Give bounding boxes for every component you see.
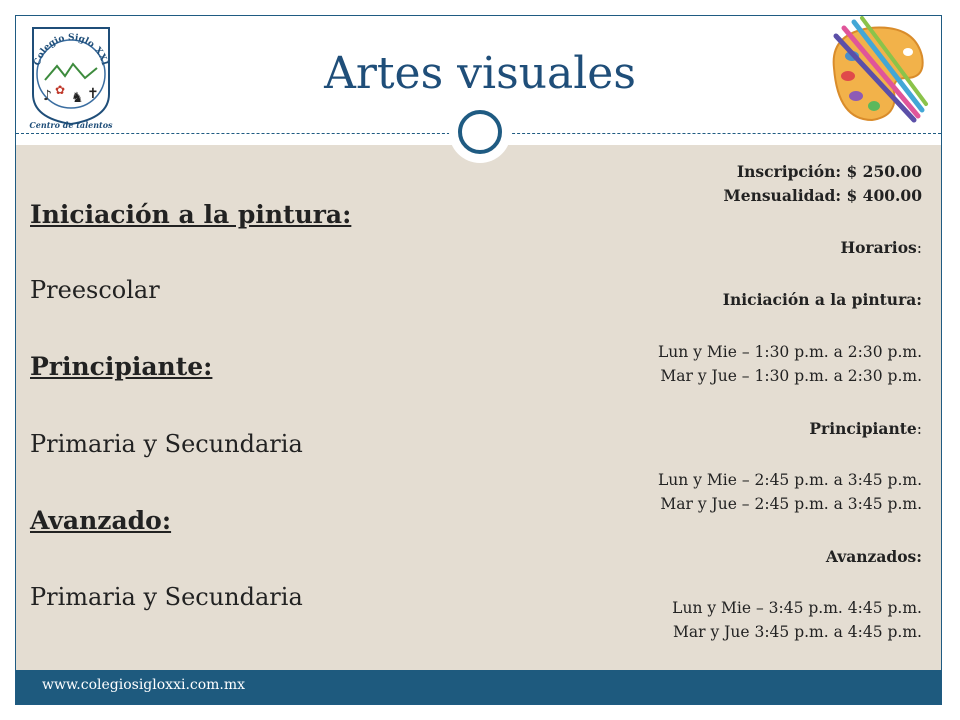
logo-school-name: Colegio Siglo XXI: [32, 32, 110, 67]
heading-principiante: Principiante:: [30, 352, 213, 381]
svg-text:♞: ♞: [71, 90, 84, 106]
svg-text:♪: ♪: [43, 88, 52, 104]
schedule-line: Lun y Mie – 3:45 p.m. 4:45 p.m.: [672, 599, 922, 617]
section-principiante: Principiante:: [809, 419, 922, 438]
level-principiante: Primaria y Secundaria: [30, 430, 303, 458]
svg-text:✝: ✝: [87, 86, 99, 102]
schedule-line: Mar y Jue – 1:30 p.m. a 2:30 p.m.: [660, 367, 922, 385]
svg-text:✿: ✿: [55, 83, 66, 97]
schedule-line: Lun y Mie – 1:30 p.m. a 2:30 p.m.: [658, 343, 922, 361]
logo-tagline: Centro de talentos: [29, 120, 113, 130]
section-avanzados: Avanzados:: [825, 547, 922, 566]
heading-iniciacion: Iniciación a la pintura:: [30, 200, 352, 229]
level-preescolar: Preescolar: [30, 276, 160, 304]
level-avanzado: Primaria y Secundaria: [30, 583, 303, 611]
mensualidad-price: Mensualidad: $ 400.00: [723, 186, 922, 205]
section-iniciacion: Iniciación a la pintura:: [722, 290, 922, 309]
page-title: Artes visuales: [324, 48, 636, 99]
inscripcion-price: Inscripción: $ 250.00: [736, 162, 922, 181]
heading-avanzado: Avanzado:: [30, 506, 172, 535]
circle-ornament: [458, 110, 502, 154]
schedule-line: Mar y Jue – 2:45 p.m. a 3:45 p.m.: [660, 495, 922, 513]
schedule-line: Mar y Jue 3:45 p.m. a 4:45 p.m.: [673, 623, 922, 641]
footer-url[interactable]: www.colegiosigloxxi.com.mx: [42, 677, 246, 693]
schedule-line: Lun y Mie – 2:45 p.m. a 3:45 p.m.: [658, 471, 922, 489]
horarios-label: Horarios:: [840, 238, 922, 257]
